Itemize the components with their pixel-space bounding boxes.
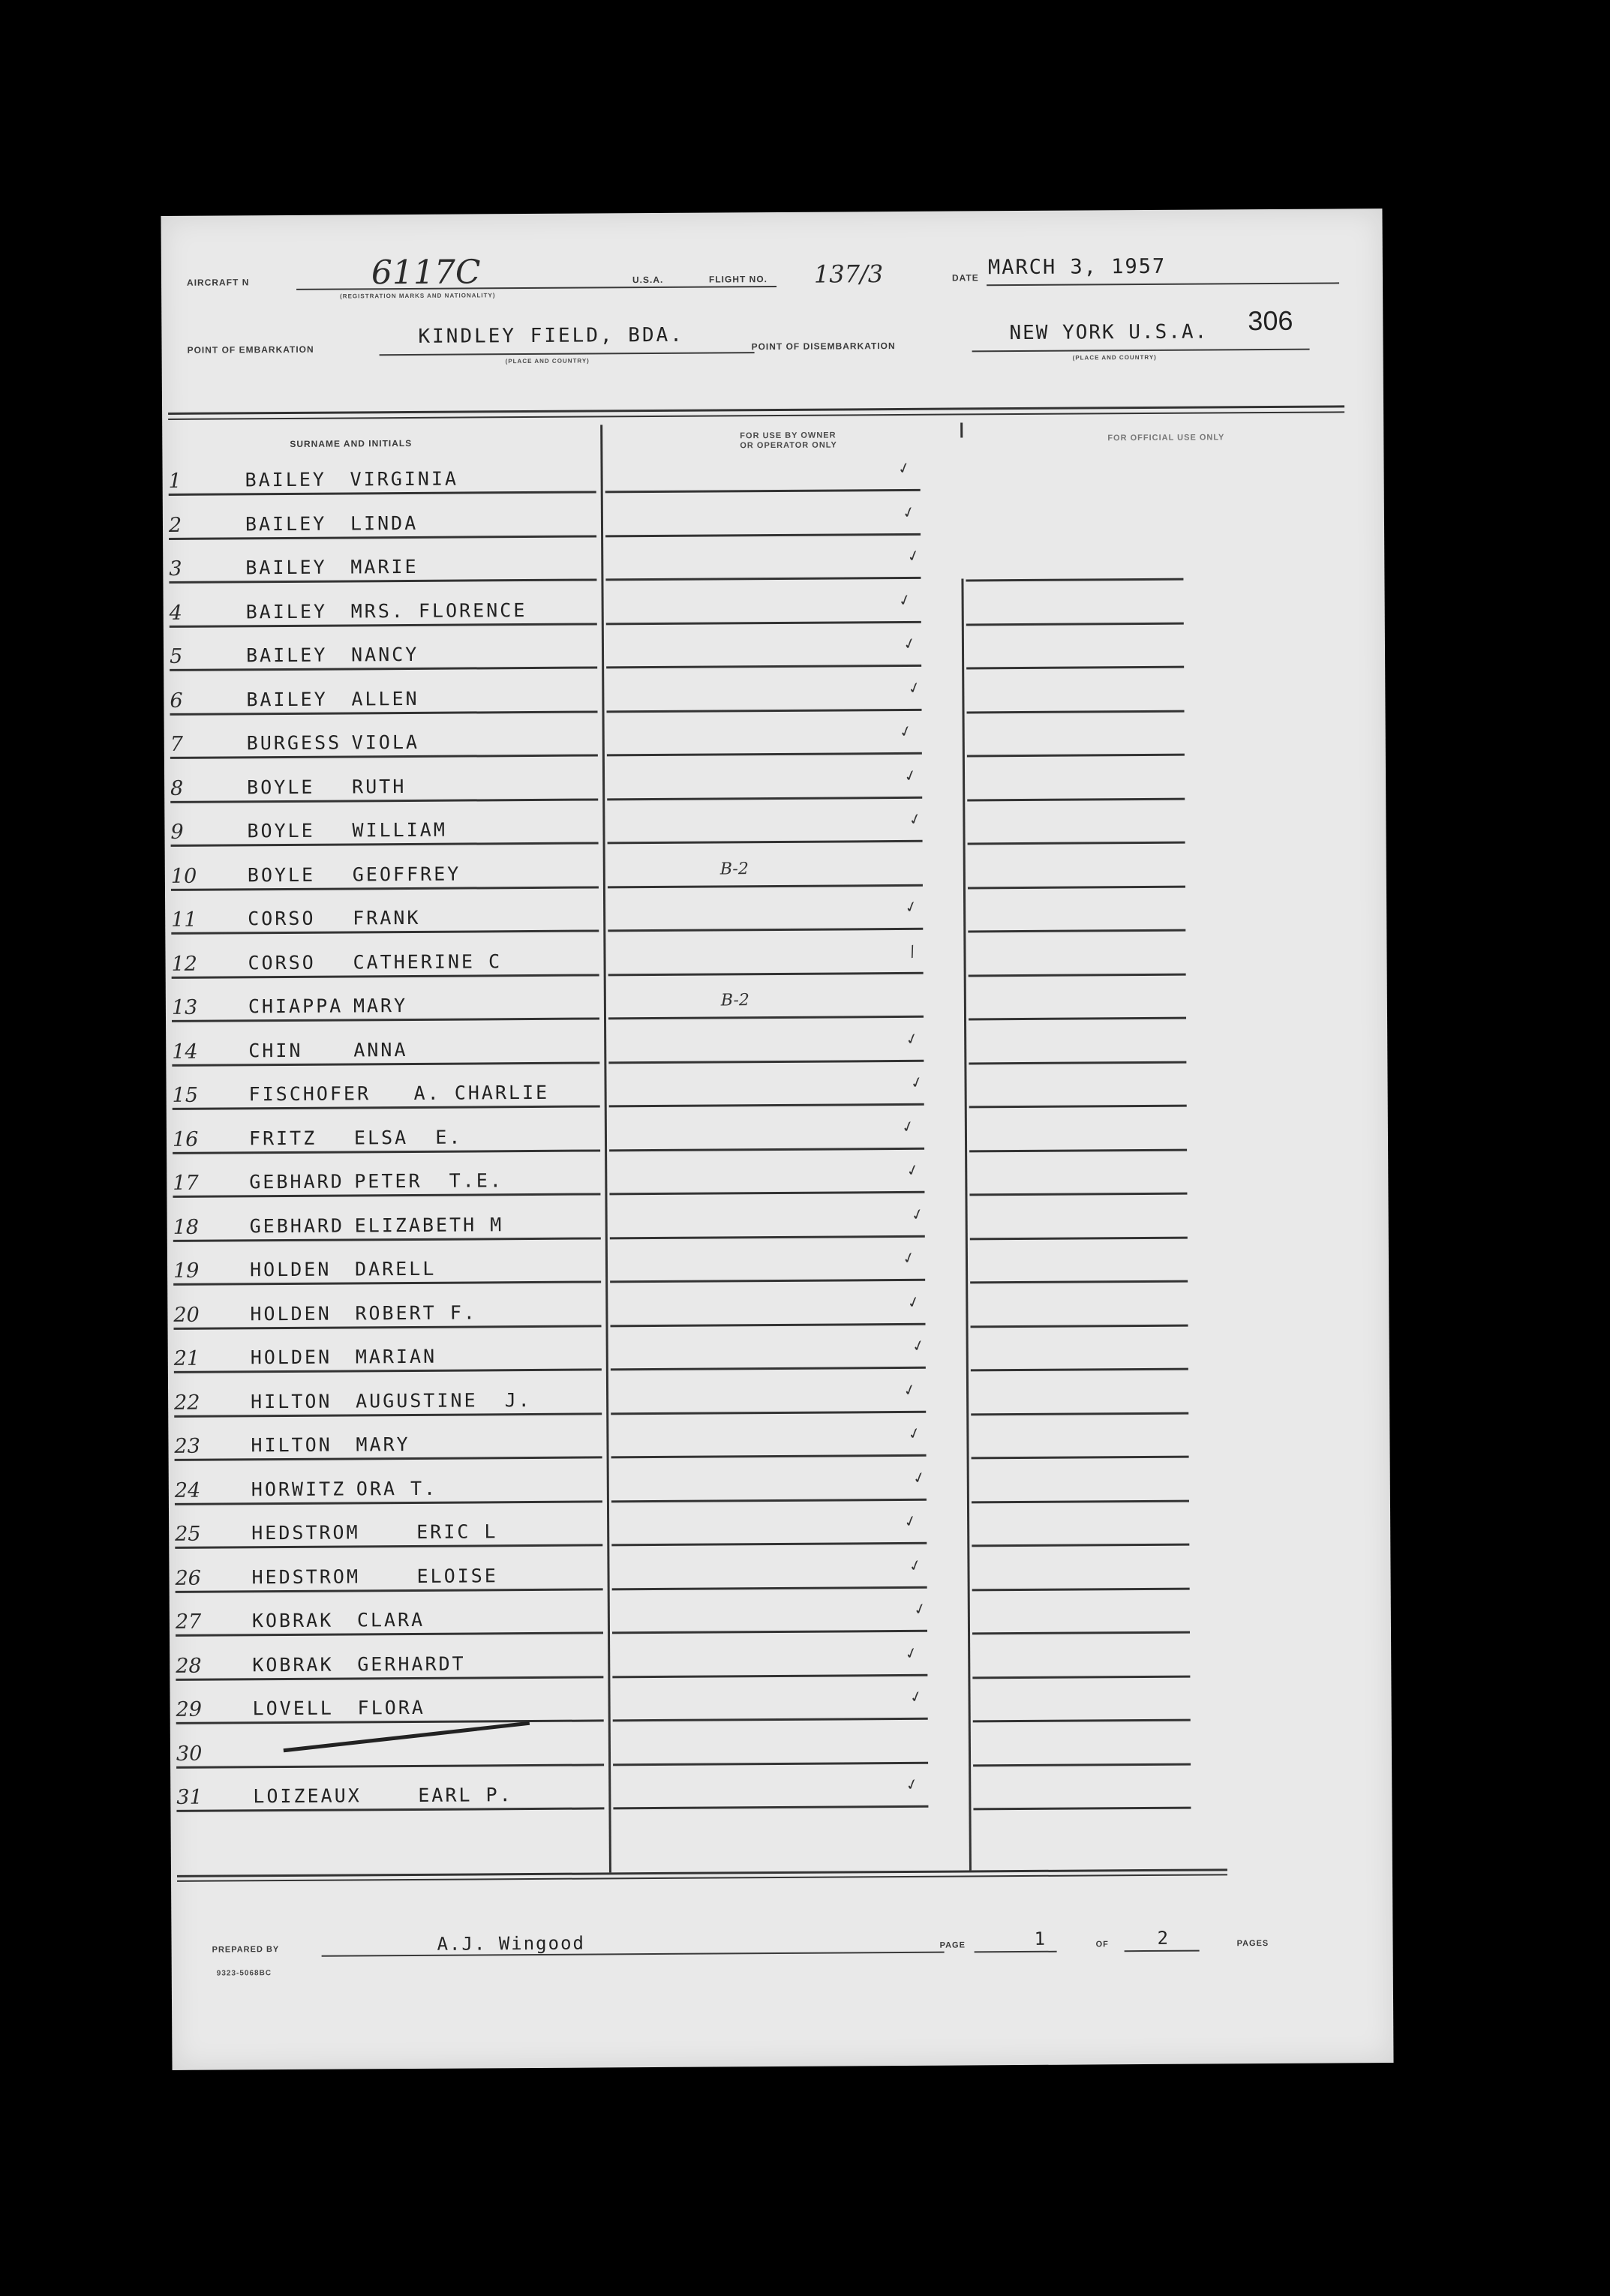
passenger-check-mark: ✓ — [903, 1774, 921, 1795]
passenger-surname: HEDSTROM — [251, 1565, 361, 1588]
row-line-owner — [611, 1410, 926, 1415]
row-line-official — [972, 1675, 1190, 1679]
passenger-number: 17 — [173, 1171, 199, 1195]
row-line-official — [972, 1499, 1189, 1503]
owner-column-header-1: FOR USE BY OWNER — [740, 431, 837, 441]
row-line-official — [969, 1148, 1187, 1152]
manifest-sheet — [161, 209, 1393, 2070]
passenger-given-name: ANNA — [353, 1038, 408, 1061]
passenger-given-name: FLORA — [357, 1696, 425, 1719]
passenger-given-name: CATHERINE C — [353, 950, 503, 973]
passenger-given-name: ERIC L — [416, 1520, 498, 1543]
passenger-number: 30 — [176, 1742, 203, 1766]
passenger-check-mark: ✓ — [905, 1291, 922, 1313]
passenger-surname: BAILEY — [245, 556, 327, 579]
row-line-owner — [612, 1673, 927, 1678]
aircraft-label: AIRCRAFT N — [186, 277, 250, 288]
passenger-number: 13 — [171, 995, 198, 1019]
passenger-surname: HILTON — [251, 1433, 332, 1457]
passenger-check-mark: ✓ — [901, 1379, 918, 1400]
passenger-check-mark: ✓ — [906, 809, 924, 830]
embarkation-caption: (PLACE AND COUNTRY) — [505, 357, 590, 365]
row-line — [176, 1763, 604, 1768]
passenger-given-name: ALLEN — [351, 687, 419, 710]
passenger-check-mark: ✓ — [906, 677, 923, 698]
row-line-owner — [611, 1322, 926, 1327]
row-line — [170, 798, 598, 803]
row-line-owner — [608, 840, 923, 845]
row-line-owner — [607, 708, 922, 713]
row-line — [172, 1061, 599, 1066]
of-underline — [1125, 1950, 1200, 1952]
passenger-check-mark: ✓ — [902, 764, 919, 786]
passenger-given-name: CLARA — [356, 1608, 425, 1631]
passenger-number: 6 — [170, 689, 183, 713]
passenger-given-name: WILLIAM — [352, 818, 447, 842]
row-line — [174, 1368, 602, 1373]
row-line-owner — [608, 1016, 924, 1020]
date-underline — [987, 282, 1339, 286]
passenger-owner-note: B-2 — [720, 991, 749, 1010]
passenger-given-name: LINDA — [350, 512, 419, 534]
passenger-check-mark: ✓ — [896, 589, 914, 611]
row-line-official — [966, 578, 1183, 582]
row-line — [170, 623, 597, 627]
passenger-given-name: PETER T.E. — [354, 1169, 503, 1193]
passenger-given-name: ELOISE — [416, 1564, 498, 1587]
row-line — [176, 1676, 603, 1680]
passenger-given-name: ROBERT F. — [355, 1301, 477, 1324]
passenger-surname: BURGESS — [246, 731, 342, 755]
passenger-number: 14 — [172, 1040, 198, 1064]
row-line-owner — [613, 1761, 928, 1766]
passenger-given-name: MARY — [353, 995, 408, 1017]
passenger-owner-note: B-2 — [719, 859, 749, 878]
row-line — [169, 535, 596, 539]
passenger-check-mark: ✓ — [906, 1554, 924, 1576]
row-line-official — [971, 1368, 1188, 1372]
row-line-owner — [612, 1630, 927, 1634]
passenger-number: 3 — [169, 557, 182, 581]
of-label: OF — [1095, 1940, 1109, 1949]
passenger-surname: GEBHARD — [249, 1214, 345, 1237]
row-line — [175, 1456, 602, 1460]
row-line-owner — [608, 884, 923, 888]
row-line — [175, 1500, 602, 1505]
passenger-given-name: MRS. FLORENCE — [350, 599, 527, 622]
row-line-official — [971, 1324, 1188, 1328]
passenger-surname: HILTON — [251, 1390, 332, 1412]
row-line-owner — [609, 1103, 924, 1108]
row-line-official — [970, 1280, 1188, 1284]
row-line-owner — [612, 1586, 927, 1590]
row-line-official — [972, 1544, 1189, 1547]
passenger-surname: KOBRAK — [251, 1609, 334, 1632]
official-column-header: FOR OFFICIAL USE ONLY — [1107, 433, 1225, 443]
passenger-number: 31 — [176, 1785, 203, 1809]
passenger-number: 25 — [175, 1522, 201, 1546]
row-line-owner — [607, 752, 922, 757]
row-line-official — [973, 1807, 1191, 1811]
passenger-check-mark: ✓ — [900, 1115, 917, 1137]
embarkation-label: POINT OF EMBARKATION — [187, 344, 314, 356]
column-divider-2 — [961, 578, 972, 1870]
row-line-official — [969, 1193, 1187, 1196]
row-line — [169, 578, 596, 583]
passenger-check-mark: ✓ — [903, 1028, 921, 1049]
row-line-official — [972, 1587, 1190, 1591]
row-line — [170, 710, 598, 715]
passenger-given-name: RUTH — [352, 775, 407, 797]
passenger-given-name: MARY — [356, 1433, 410, 1456]
passenger-given-name: NANCY — [350, 643, 419, 666]
passenger-surname: CHIN — [248, 1039, 303, 1061]
passenger-check-mark: ✓ — [908, 1072, 926, 1093]
passenger-given-name: MARIAN — [355, 1345, 437, 1368]
row-line — [176, 1807, 604, 1811]
passenger-surname: FRITZ — [248, 1127, 317, 1149]
passenger-number: 5 — [169, 644, 183, 668]
row-line-official — [970, 1236, 1188, 1240]
row-line-official — [968, 842, 1185, 845]
passenger-check-mark: ✓ — [902, 1511, 919, 1532]
passenger-surname: HORWITZ — [251, 1478, 347, 1500]
row-line-official — [967, 710, 1185, 713]
row-line — [173, 1193, 600, 1197]
passenger-surname: CHIAPPA — [248, 995, 344, 1018]
passenger-surname: BAILEY — [245, 512, 327, 535]
disembarkation-underline — [972, 349, 1310, 353]
passenger-surname: LOVELL — [252, 1697, 335, 1720]
passenger-number: 18 — [173, 1215, 200, 1239]
date-label: DATE — [951, 272, 979, 284]
row-line — [171, 929, 599, 934]
passenger-check-mark: ✓ — [903, 1642, 920, 1664]
passenger-number: 4 — [169, 601, 182, 625]
row-line-official — [969, 973, 1186, 977]
embarkation-value: KINDLEY FIELD, BDA. — [418, 323, 684, 348]
passenger-surname: CORSO — [248, 907, 316, 930]
passenger-number: 26 — [175, 1566, 202, 1590]
prepared-by-value: A.J. Wingood — [437, 1932, 586, 1955]
row-line — [176, 1719, 604, 1724]
passenger-surname: KOBRAK — [252, 1653, 334, 1676]
row-line-official — [969, 1017, 1186, 1021]
row-line-official — [966, 622, 1184, 626]
passenger-given-name: GERHARDT — [357, 1652, 466, 1675]
row-line-owner — [613, 1718, 928, 1722]
row-line-official — [973, 1763, 1191, 1766]
passenger-check-mark: ✓ — [895, 458, 913, 479]
form-number: 9323-5068BC — [216, 1969, 272, 1978]
row-line — [173, 1149, 600, 1154]
row-line-owner — [606, 620, 921, 625]
aircraft-value: 6117C — [371, 253, 481, 293]
passenger-given-name: DARELL — [354, 1257, 437, 1280]
passenger-surname: HOLDEN — [250, 1346, 332, 1369]
surname-column-header: SURNAME AND INITIALS — [290, 437, 413, 449]
row-line — [174, 1412, 602, 1417]
prepared-by-underline — [322, 1952, 945, 1957]
passenger-given-name: EARL P. — [418, 1784, 513, 1806]
row-line — [173, 1105, 600, 1109]
row-line — [172, 974, 599, 978]
row-line-official — [973, 1719, 1191, 1723]
row-line — [174, 1325, 602, 1329]
country-label: U.S.A. — [632, 274, 664, 286]
row-line-owner — [605, 489, 921, 494]
row-line — [169, 491, 596, 495]
pages-label: PAGES — [1236, 1939, 1269, 1949]
passenger-given-name: FRANK — [353, 906, 421, 929]
row-line — [176, 1631, 603, 1636]
passenger-surname: GEBHARD — [249, 1170, 344, 1193]
row-line — [175, 1544, 602, 1548]
passenger-given-name: MARIE — [350, 555, 419, 578]
sheet-number: 306 — [1248, 305, 1293, 337]
owner-column-header-2: OR OPERATOR ONLY — [740, 440, 837, 451]
row-line — [170, 754, 598, 758]
passenger-number: 7 — [170, 732, 184, 756]
row-line — [171, 886, 599, 890]
passenger-number: 11 — [171, 908, 197, 932]
registration-caption: (REGISTRATION MARKS AND NATIONALITY) — [340, 292, 496, 300]
passenger-given-name: ORA T. — [356, 1477, 438, 1499]
passenger-surname: BAILEY — [245, 644, 328, 667]
passenger-number: 1 — [168, 469, 182, 493]
passenger-check-mark: ✓ — [906, 1423, 924, 1444]
disembarkation-label: POINT OF DISEMBARKATION — [751, 341, 896, 353]
row-line-official — [969, 1105, 1187, 1109]
page-underline — [975, 1951, 1057, 1953]
row-line — [170, 666, 597, 671]
passenger-number: 24 — [174, 1478, 201, 1502]
passenger-number: 28 — [176, 1654, 202, 1678]
passenger-given-name: VIOLA — [351, 731, 420, 754]
row-line-owner — [611, 1367, 926, 1371]
passenger-check-mark: / — [907, 941, 918, 960]
passenger-given-name: A. CHARLIE — [413, 1081, 550, 1104]
passenger-surname: BAILEY — [245, 600, 328, 623]
disembarkation-value: NEW YORK U.S.A. — [1009, 320, 1209, 345]
passenger-check-mark: ✓ — [907, 1686, 925, 1707]
row-line-owner — [606, 665, 921, 669]
passenger-number: 12 — [171, 952, 198, 976]
row-line-owner — [608, 1059, 924, 1064]
row-line-owner — [609, 1147, 924, 1151]
prepared-by-label: PREPARED BY — [212, 1945, 280, 1955]
passenger-check-mark: ✓ — [910, 1466, 928, 1488]
passenger-check-mark: ✓ — [905, 545, 922, 566]
page-value: 1 — [1034, 1928, 1048, 1949]
passenger-surname: HOLDEN — [249, 1258, 332, 1281]
passenger-check-mark: ✓ — [900, 501, 918, 523]
passenger-surname: BOYLE — [247, 776, 315, 798]
passenger-number: 9 — [170, 820, 184, 844]
passenger-check-mark: ✓ — [903, 896, 920, 917]
passenger-surname: BOYLE — [247, 863, 316, 886]
row-line — [173, 1280, 601, 1285]
row-line-official — [966, 666, 1184, 670]
column-divider-2-top — [960, 422, 963, 437]
disembarkation-caption: (PLACE AND COUNTRY) — [1072, 353, 1157, 362]
passenger-check-mark: ✓ — [909, 1203, 927, 1225]
flight-label: FLIGHT NO. — [708, 274, 768, 285]
passenger-number: 20 — [173, 1303, 200, 1327]
passenger-surname: LOIZEAUX — [253, 1784, 362, 1808]
row-line-owner — [605, 577, 921, 581]
passenger-surname: BOYLE — [247, 819, 315, 842]
row-line-official — [972, 1456, 1189, 1460]
strike-scribble — [284, 1721, 530, 1751]
passenger-surname: FISCHOFER — [248, 1082, 371, 1106]
passenger-number: 19 — [173, 1259, 200, 1283]
passenger-given-name: VIRGINIA — [350, 467, 459, 491]
passenger-surname: BAILEY — [246, 688, 328, 710]
passenger-check-mark: ✓ — [909, 1335, 927, 1356]
passenger-surname: HEDSTROM — [251, 1521, 360, 1544]
passenger-given-name: ELIZABETH M — [354, 1213, 504, 1236]
passenger-check-mark: ✓ — [897, 721, 915, 742]
row-line-official — [967, 797, 1185, 801]
row-line — [172, 1017, 599, 1022]
passenger-check-mark: ✓ — [901, 633, 918, 654]
row-line-owner — [611, 1542, 927, 1547]
date-value: MARCH 3, 1957 — [987, 254, 1167, 280]
row-line-official — [972, 1631, 1190, 1635]
passenger-surname: HOLDEN — [250, 1302, 332, 1325]
passenger-given-name: AUGUSTINE J. — [356, 1388, 532, 1412]
passenger-number: 8 — [170, 776, 184, 800]
passenger-number: 22 — [174, 1391, 200, 1415]
embarkation-underline — [380, 352, 755, 356]
passenger-number: 15 — [172, 1083, 199, 1107]
passenger-surname: CORSO — [248, 951, 316, 974]
row-line-owner — [608, 971, 924, 976]
of-value: 2 — [1157, 1927, 1171, 1949]
row-line-owner — [611, 1498, 927, 1502]
passenger-number: 2 — [168, 513, 182, 537]
row-line-official — [971, 1412, 1188, 1415]
passenger-number: 16 — [172, 1127, 199, 1151]
passenger-check-mark: ✓ — [911, 1598, 929, 1619]
row-line — [176, 1588, 603, 1592]
row-line-owner — [609, 1191, 924, 1196]
passenger-number: 29 — [176, 1697, 203, 1721]
row-line — [173, 1237, 601, 1241]
row-line-owner — [610, 1279, 925, 1283]
passenger-surname: BAILEY — [245, 468, 327, 491]
row-line-official — [967, 754, 1185, 758]
row-line-owner — [611, 1454, 927, 1459]
row-line-owner — [607, 796, 922, 800]
row-line-official — [969, 1061, 1186, 1064]
passenger-number: 27 — [175, 1610, 202, 1634]
aircraft-underline — [296, 286, 776, 290]
page-label: PAGE — [939, 1940, 966, 1950]
flight-value: 137/3 — [813, 260, 884, 289]
passenger-check-mark: ✓ — [904, 1160, 921, 1181]
row-line-owner — [610, 1235, 925, 1239]
passenger-number: 21 — [173, 1346, 200, 1370]
passenger-given-name: GEOFFREY — [352, 863, 461, 885]
passenger-given-name: ELSA E. — [353, 1126, 463, 1148]
passenger-number: 23 — [174, 1434, 200, 1458]
row-line-owner — [613, 1805, 928, 1810]
row-line — [171, 842, 599, 846]
row-line-official — [968, 929, 1185, 933]
passenger-number: 10 — [170, 864, 197, 888]
row-line-owner — [608, 928, 923, 932]
row-line-owner — [605, 533, 921, 537]
passenger-check-mark: ✓ — [900, 1247, 918, 1268]
row-line-official — [968, 885, 1185, 889]
